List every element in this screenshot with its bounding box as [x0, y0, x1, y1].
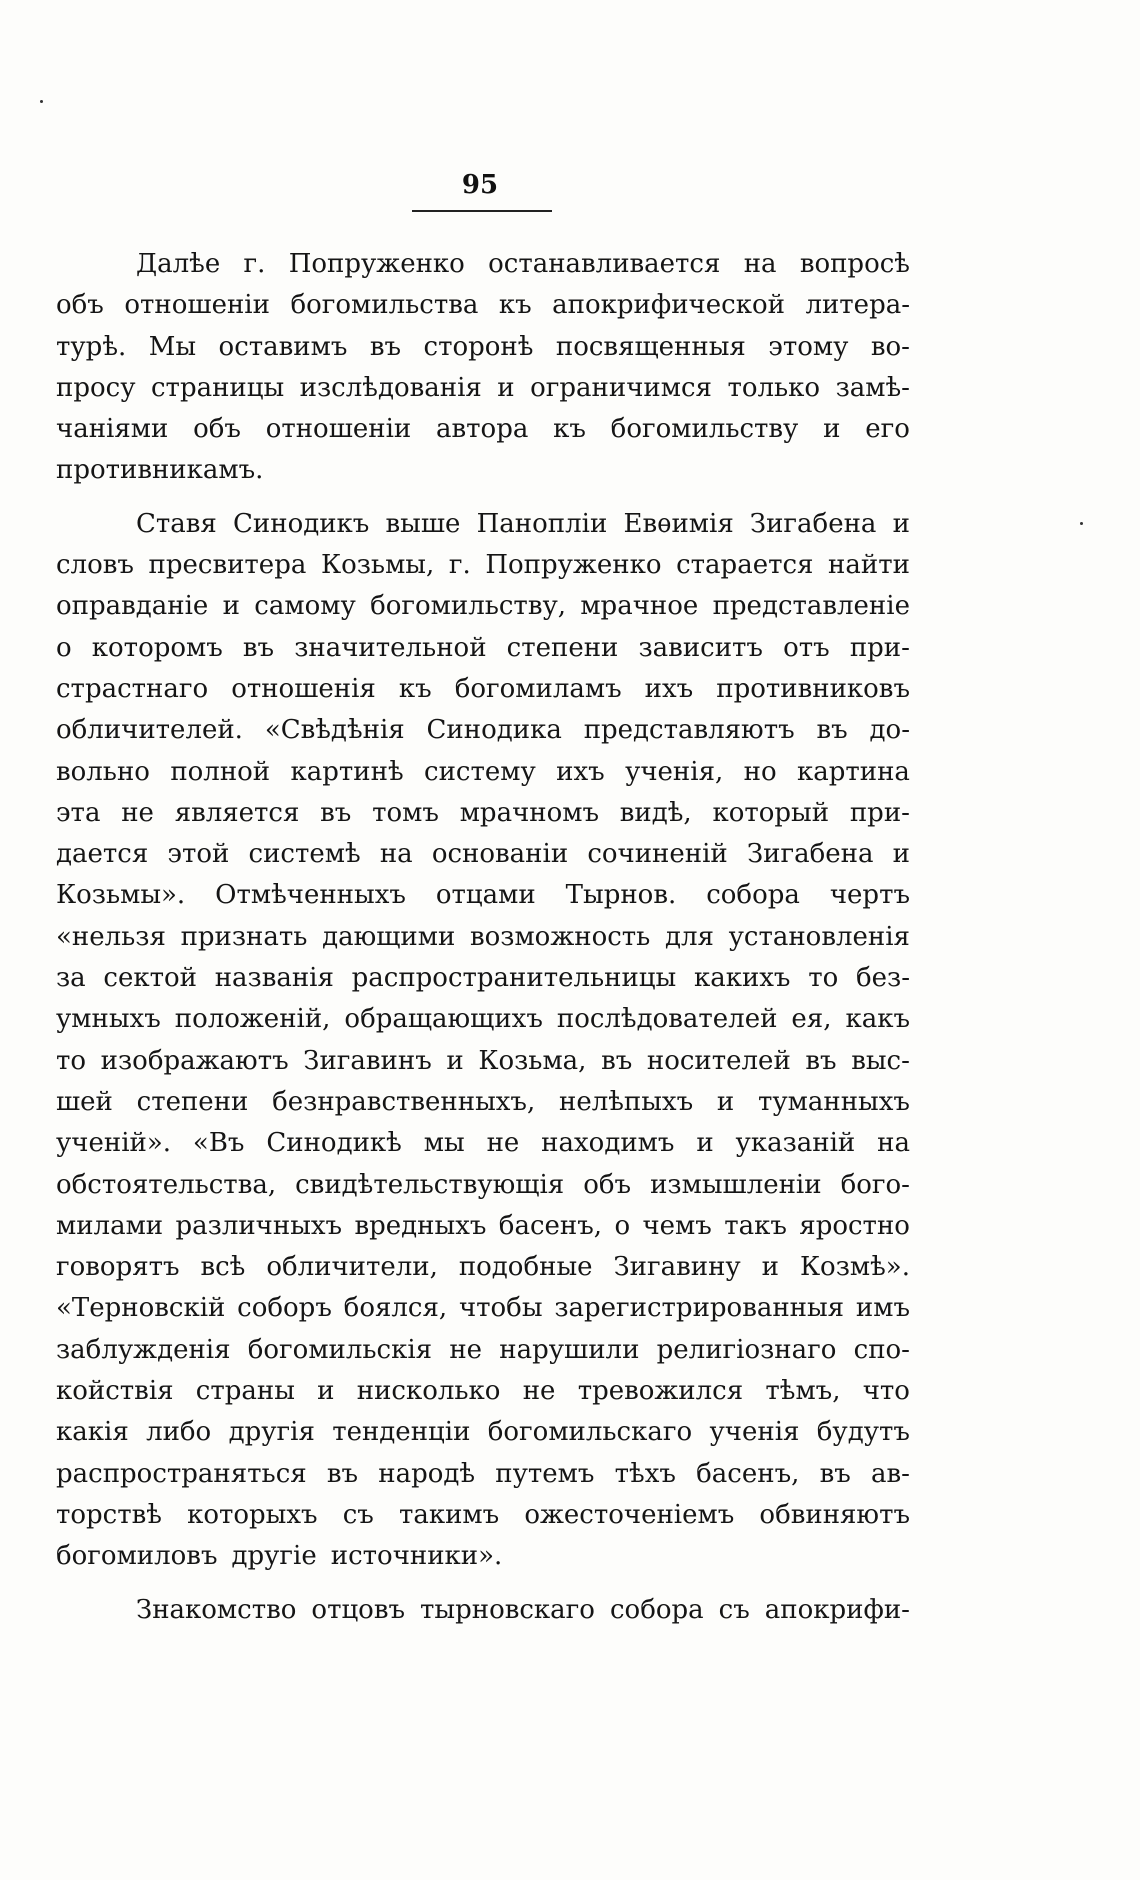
- body-text: [56, 244, 910, 1631]
- text-line: умныхъ положеній, обращающихъ послѣдователей ея, какъ: [56, 1004, 910, 1035]
- text-line: Знакомство отцовъ тырновскаго собора съ апокрифи-: [136, 1594, 910, 1625]
- text-line: просу страницы изслѣдованія и ограничимся только замѣ-: [56, 372, 910, 403]
- text-line: оправданіе и самому богомильству, мрачное представленіе: [56, 591, 910, 622]
- text-line: какія либо другія тенденціи богомильскаго ученія будутъ: [56, 1417, 910, 1448]
- text-line: заблужденія богомильскія не нарушили религіознаго спо-: [56, 1334, 910, 1365]
- text-line: вольно полной картинѣ систему ихъ ученія, но картина: [56, 756, 910, 787]
- text-line: дается этой системѣ на основаніи сочиненій Зигабена и: [56, 839, 910, 870]
- page-number: 95: [461, 170, 499, 200]
- text-line: Далѣе г. Попруженко останавливается на вопросѣ: [136, 249, 910, 279]
- text-line: обстоятельства, свидѣтельствующія объ измышленіи бого-: [56, 1169, 910, 1200]
- text-line: Ставя Синодикъ выше Паноплiи Евѳимія Зигабена и: [136, 508, 910, 539]
- text-line: распространяться въ народѣ путемъ тѣхъ басенъ, въ ав-: [56, 1458, 910, 1489]
- text-line: Козьмы». Отмѣченныхъ отцами Тырнов. собора чертъ: [56, 880, 910, 911]
- text-line: богомиловъ другіе источники».: [56, 1541, 503, 1572]
- text-line: милами различныхъ вредныхъ басенъ, о чемъ такъ яростно: [56, 1210, 910, 1241]
- paragraph-1: [56, 244, 910, 492]
- text-line: за сектой названія распространительницы какихъ то без-: [56, 963, 910, 994]
- text-line: объ отношеніи богомильства къ апокрифической литера-: [56, 290, 910, 321]
- header-rule: [412, 210, 552, 212]
- scan-speck: [40, 100, 43, 103]
- paragraph-3: [56, 1590, 910, 1631]
- text-line: эта не является въ томъ мрачномъ видѣ, который при-: [56, 797, 910, 828]
- text-line: то изображаютъ Зигавинъ и Козьма, въ носителей въ выс-: [56, 1045, 910, 1076]
- text-line: «нельзя признать дающими возможность для установленія: [56, 921, 910, 952]
- text-line: ученій». «Въ Синодикѣ мы не находимъ и указаній на: [56, 1128, 910, 1159]
- text-line: говорятъ всѣ обличители, подобные Зигавину и Козмѣ».: [56, 1252, 910, 1283]
- text-line: турѣ. Мы оставимъ въ сторонѣ посвященныя этому во-: [56, 331, 910, 362]
- text-line: торствѣ которыхъ съ такимъ ожесточеніемъ обвиняютъ: [56, 1499, 910, 1530]
- text-line: словъ пресвитера Козьмы, г. Попруженко старается найти: [56, 550, 910, 581]
- text-line: противникамъ.: [56, 455, 264, 486]
- paragraph-2: [56, 504, 910, 1578]
- text-line: шей степени безнравственныхъ, нелѣпыхъ и туманныхъ: [56, 1086, 910, 1117]
- text-line: чаніями объ отношеніи автора къ богомильству и его: [56, 414, 910, 445]
- text-line: «Терновскій соборъ боялся, чтобы зарегистрированныя имъ: [56, 1293, 910, 1324]
- text-line: койствія страны и нисколько не тревожился тѣмъ, что: [56, 1376, 910, 1407]
- text-line: страстнаго отношенія къ богомиламъ ихъ противниковъ: [56, 673, 910, 704]
- text-line: о которомъ въ значительной степени зависитъ отъ при-: [56, 632, 910, 663]
- scan-speck: [1080, 522, 1083, 525]
- text-line: обличителей. «Свѣдѣнія Синодика представляютъ въ до-: [56, 715, 910, 746]
